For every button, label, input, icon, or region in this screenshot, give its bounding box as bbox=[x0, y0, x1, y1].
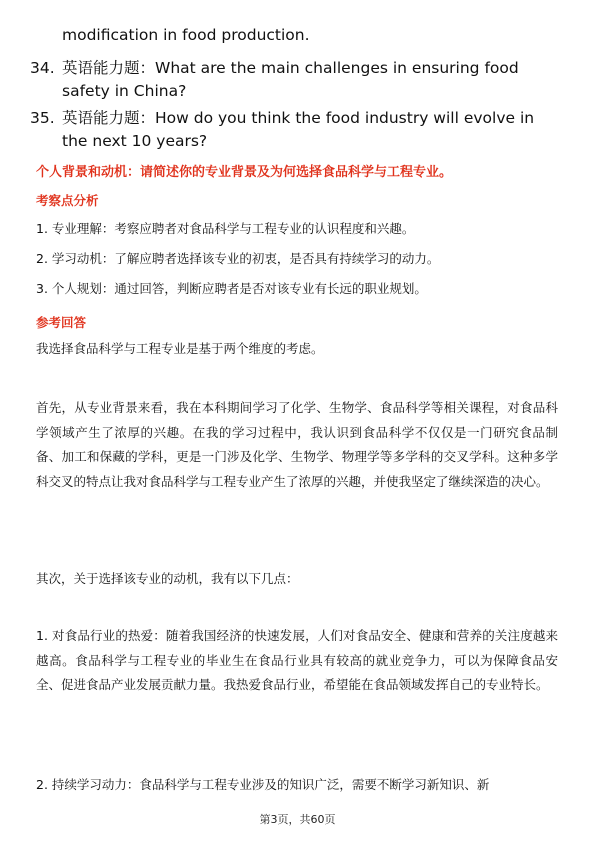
question-33-continuation: modification in food production. bbox=[62, 26, 310, 44]
answer-intro: 我选择食品科学与工程专业是基于两个维度的考虑。 bbox=[36, 341, 324, 356]
answer-point-1: 1. 对食品行业的热爱：随着我国经济的快速发展，人们对食品安全、健康和营养的关注度越来越高。食品科学与工程专业的毕业生在食品行业具有较高的就业竞争力，可以为保障食品安全、促进食品产业发展贡献力量。我热爱食品行业，希望能在食品领域发挥自己的专业特长。 bbox=[36, 628, 558, 692]
page-number: 第3页，共60页 bbox=[259, 813, 336, 826]
section-title: 个人背景和动机：请简述你的专业背景及为何选择食品科学与工程专业。 bbox=[36, 165, 453, 180]
question-35 bbox=[30, 107, 550, 153]
answer-point-2: 2. 持续学习动力：食品科学与工程专业涉及的知识广泛，需要不断学习新知识、新 bbox=[36, 777, 490, 792]
question-text: 英语能力题：How do you think the food industry will evolve in the next 10 years? bbox=[62, 109, 535, 150]
analysis-heading: 考察点分析 bbox=[36, 193, 99, 208]
analysis-point: 1. 专业理解：考察应聘者对食品科学与工程专业的认识程度和兴趣。 bbox=[36, 221, 415, 236]
analysis-point: 3. 个人规划：通过回答，判断应聘者是否对该专业有长远的职业规划。 bbox=[36, 281, 427, 296]
question-text: 英语能力题：What are the main challenges in ensuring food safety in China? bbox=[62, 59, 519, 100]
analysis-point: 2. 学习动机：了解应聘者选择该专业的初衷，是否具有持续学习的动力。 bbox=[36, 251, 440, 266]
question-34 bbox=[30, 57, 550, 103]
question-number: 35. bbox=[30, 109, 55, 127]
answer-paragraph-1: 首先，从专业背景来看，我在本科期间学习了化学、生物学、食品科学等相关课程，对食品科学领域产生了浓厚的兴趣。在我的学习过程中，我认识到食品科学不仅仅是一门研究食品制备、加工和保藏的学科，更是一门涉及化学、生物学、物理学等多学科的交叉学科。这种多学科交叉的特点让我对食品科学与工程专业产生了浓厚的兴趣，并使我坚定了继续深造的决心。 bbox=[36, 400, 558, 489]
question-number: 34. bbox=[30, 59, 55, 77]
answer-paragraph-2: 其次，关于选择该专业的动机，我有以下几点： bbox=[36, 571, 299, 586]
answer-heading: 参考回答 bbox=[36, 315, 87, 330]
